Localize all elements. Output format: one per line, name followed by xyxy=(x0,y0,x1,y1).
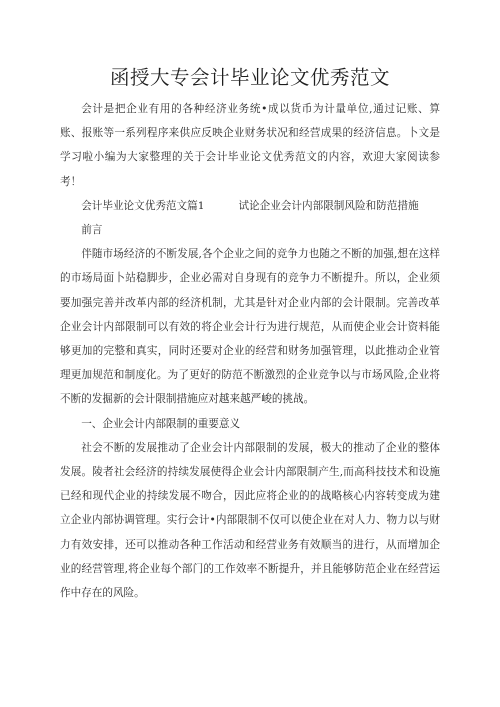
article-heading-subtitle: 试论企业会计内部限制风险和防范措施 xyxy=(238,199,419,212)
section-heading: 一、企业会计内部限制的重要意义 xyxy=(81,417,241,430)
document-body xyxy=(60,97,440,605)
preface-paragraph: 伴随市场经济的不断发展,各个企业之间的竞争力也随之不断的加强,想在这样的市场局面卜站稳脚步，企业必需对自身现有的竞争力不断提升。所以，企业须要加强完善并改革内部的经济机制，尤其是针对企业内部的会计限制。完善改革企业会计内部限制可以有效的将企业会计行为进行规范，从而使企业会计资料能够更加的完整和真实，同时还要对企业的经营和财务加强管理，以此推动企业管理更加规范和制度化。为了更好的防范不断激烈的企业竞争以与市场风险,企业将不断的发掘新的会计限制措施应对越来越严峻的挑战。 xyxy=(60,248,440,406)
article-heading xyxy=(60,194,440,218)
article-heading-label: 会计毕业论文优秀范文篇1 xyxy=(81,199,205,212)
preface-heading: 前言 xyxy=(81,224,103,237)
document-title: 函授大专会计毕业论文优秀范文 xyxy=(109,66,390,89)
section-paragraph: 社会不断的发展推动了企业会计内部限制的发展，极大的推动了企业的整体发展。陵者社会经济的持续发展使得企业会计内部限制产生,而高科技技术和设施已经和现代企业的持续发展不吻合，因此应将企业的的战略核心内容转变成为建立企业内部协调管理。实行会计•内部限制不仅可以使企业在对人力、物力以与财力有效安排，还可以推动各种工作活动和经营业务有效顺当的进行，从而增加企业的经营管理,将企业每个部门的工作效率不断提升，并且能够防范企业在经营运作中存在的风险。 xyxy=(60,441,440,600)
intro-paragraph: 会计是把企业有用的各种经济业务统•成以货币为计量单位,通过记账、算账、报账等一系列程序来供应反映企业财务状况和经营成果的经济信息。卜文是学习啦小编为大家整理的关于会计毕业论文优秀范文的内容，欢迎大家阅读参考！ xyxy=(60,103,440,188)
